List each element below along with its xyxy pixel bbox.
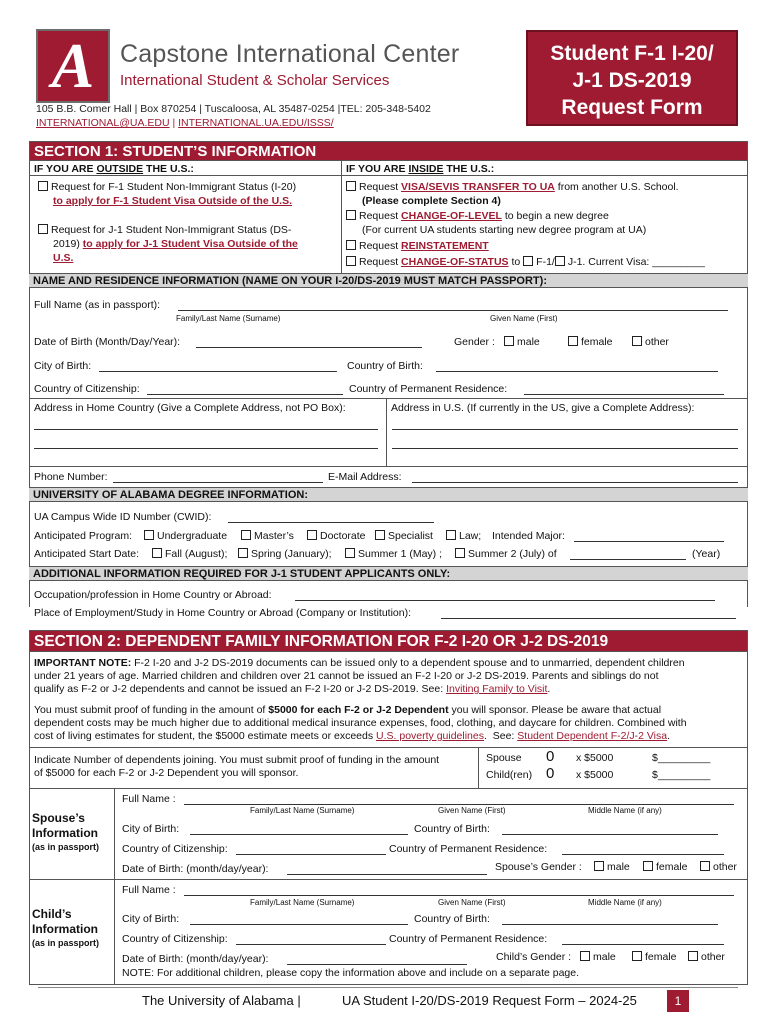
year-label: (Year) — [692, 548, 721, 560]
undergrad-checkbox[interactable] — [144, 530, 154, 540]
transfer-note: (Please complete Section 4) — [362, 195, 501, 207]
major-field[interactable] — [574, 541, 724, 542]
child-given-caption: Given Name (First) — [438, 898, 506, 907]
program-label: Anticipated Program: — [34, 530, 133, 542]
child-female-checkbox[interactable] — [632, 951, 642, 961]
doctorate-option[interactable]: Doctorate — [307, 530, 366, 542]
gender-male-option[interactable]: male — [504, 336, 540, 348]
spouse-family-caption: Family/Last Name (Surname) — [250, 806, 355, 815]
us-address-line-2[interactable] — [392, 448, 738, 449]
child-male-option[interactable]: male — [580, 951, 616, 963]
child-full-name-label: Full Name : — [122, 884, 176, 896]
additional-children-note: NOTE: For additional children, please copy the information above and include on a separate page. — [122, 967, 580, 979]
female-checkbox[interactable] — [568, 336, 578, 346]
child-as-passport: (as in passport) — [32, 938, 100, 948]
divider — [29, 747, 748, 748]
email-label: E-Mail Address: — [328, 471, 402, 483]
spouse-country-birth-field[interactable] — [502, 834, 718, 835]
us-address-line-1[interactable] — [392, 429, 738, 430]
important-note-2: under 21 years of age. Married children and children over 21 cannot be issued an F-2 I-20 or J-2 DS-2019. Parents and siblings do not — [34, 670, 659, 682]
cos-f1-checkbox[interactable] — [523, 256, 533, 266]
occupation-label: Occupation/profession in Home Country or Abroad: — [34, 589, 272, 601]
masters-option[interactable]: Master’s — [241, 530, 294, 542]
form-title-line-2: J-1 DS-2019 — [572, 69, 692, 92]
f1-request-option[interactable]: Request for F-1 Student Non-Immigrant Status (I-20) — [38, 181, 296, 193]
divider — [29, 175, 748, 176]
spouse-info-title-2: Information — [32, 826, 98, 840]
inside-heading: IF YOU ARE INSIDE THE U.S.: — [346, 163, 495, 175]
children-count-label: Child(ren) — [486, 769, 533, 781]
child-city-field[interactable] — [190, 924, 408, 925]
fall-checkbox[interactable] — [152, 548, 162, 558]
j1-request-option[interactable]: Request for J-1 Student Non-Immigrant Status (DS- — [38, 224, 291, 236]
spouse-male-checkbox[interactable] — [594, 861, 604, 871]
spring-checkbox[interactable] — [238, 548, 248, 558]
spouse-as-passport: (as in passport) — [32, 842, 100, 852]
family-name-caption: Family/Last Name (Surname) — [176, 314, 281, 323]
center-subtitle: International Student & Scholar Services — [120, 72, 390, 89]
us-address-label: Address in U.S. (If currently in the US, give a Complete Address): — [391, 402, 695, 414]
transfer-option[interactable]: Request VISA/SEVIS TRANSFER TO UA from another U.S. School. — [346, 181, 679, 193]
start-label: Anticipated Start Date: — [34, 548, 140, 560]
center-title: Capstone International Center — [120, 40, 460, 68]
spouse-country-birth-label: Country of Birth: — [414, 823, 490, 835]
spouse-male-option[interactable]: male — [594, 861, 630, 873]
child-female-option[interactable]: female — [632, 951, 677, 963]
child-gender-label: Child’s Gender : — [496, 951, 572, 963]
j1-link[interactable]: to apply for J-1 Student Visa Outside of the — [82, 238, 298, 250]
summer2-option[interactable]: Summer 2 (July) of — [455, 548, 557, 560]
occupation-field[interactable] — [295, 600, 715, 601]
footer-university: The University of Alabama | — [142, 993, 301, 1008]
section2-title: SECTION 2: DEPENDENT FAMILY INFORMATION FOR F-2 I-20 OR J-2 DS-2019 — [29, 630, 748, 652]
footer-form-name: UA Student I-20/DS-2019 Request Form – 2024-25 — [342, 993, 637, 1008]
indicate-line-1: Indicate Number of dependents joining. You must submit proof of funding in the amount — [34, 754, 440, 766]
important-note-3: qualify as F-2 or J-2 dependents and cannot be issued an F-2 I-20 or J-2 DS-2019. See: Inviting Family to Visit. — [34, 683, 551, 695]
j1-checkbox[interactable] — [38, 224, 48, 234]
full-name-field[interactable] — [178, 310, 728, 311]
child-country-birth-field[interactable] — [502, 924, 718, 925]
child-family-caption: Family/Last Name (Surname) — [250, 898, 355, 907]
specialist-checkbox[interactable] — [375, 530, 385, 540]
spouse-count-label: Spouse — [486, 752, 522, 764]
col-divider — [341, 161, 342, 273]
spouse-multiplier: x $5000 — [576, 752, 614, 764]
doctorate-checkbox[interactable] — [307, 530, 317, 540]
child-male-checkbox[interactable] — [580, 951, 590, 961]
contact-links — [36, 117, 334, 129]
reinstatement-checkbox[interactable] — [346, 240, 356, 250]
j1-request-line2: 2019) to apply for J-1 Student Visa Outside of the — [53, 238, 298, 250]
spouse-citizenship-field[interactable] — [236, 854, 386, 855]
spouse-female-checkbox[interactable] — [643, 861, 653, 871]
child-citizenship-field[interactable] — [236, 944, 386, 945]
specialist-option[interactable]: Specialist — [375, 530, 433, 542]
phone-field[interactable] — [113, 482, 323, 483]
center-address: 105 B.B. Comer Hall | Box 870254 | Tuscaloosa, AL 35487-0254 |TEL: 205-348-5402 — [36, 103, 431, 115]
child-dob-label: Date of Birth: (month/day/year): — [122, 953, 269, 965]
phone-label: Phone Number: — [34, 471, 108, 483]
given-name-caption: Given Name (First) — [490, 314, 558, 323]
proof-line-1: You must submit proof of funding in the amount of $5000 for each F-2 or J-2 Dependent you will sponsor. Please be aware that actual — [34, 704, 662, 716]
country-birth-field[interactable] — [436, 371, 718, 372]
city-birth-label: City of Birth: — [34, 360, 92, 372]
summer2-checkbox[interactable] — [455, 548, 465, 558]
change-level-note: (For current UA students starting new degree program at UA) — [362, 224, 647, 236]
form-title-line-1: Student F-1 I-20/ — [550, 42, 714, 65]
law-option[interactable]: Law; — [446, 530, 481, 542]
other-checkbox[interactable] — [632, 336, 642, 346]
child-citizenship-label: Country of Citizenship: — [122, 933, 228, 945]
child-city-label: City of Birth: — [122, 913, 180, 925]
child-other-option[interactable]: other — [688, 951, 725, 963]
gender-other-option[interactable]: other — [632, 336, 669, 348]
child-country-birth-label: Country of Birth: — [414, 913, 490, 925]
cwid-label: UA Campus Wide ID Number (CWID): — [34, 511, 212, 523]
page-number: 1 — [667, 990, 689, 1012]
divider — [29, 788, 748, 789]
citizenship-label: Country of Citizenship: — [34, 383, 140, 395]
major-label: Intended Major: — [492, 530, 565, 542]
form-title-line-3: Request Form — [561, 96, 703, 119]
j1-section-title: ADDITIONAL INFORMATION REQUIRED FOR J-1 STUDENT APPLICANTS ONLY: — [29, 566, 748, 581]
dependent-visa-link[interactable]: Student Dependent F-2/J-2 Visa — [517, 730, 668, 742]
transfer-checkbox[interactable] — [346, 181, 356, 191]
cos-j1-checkbox[interactable] — [555, 256, 565, 266]
gender-female-option[interactable]: female — [568, 336, 613, 348]
spouse-given-caption: Given Name (First) — [438, 806, 506, 815]
change-status-option[interactable]: Request CHANGE-OF-STATUS to F-1/ J-1. Current Visa: _________ — [346, 256, 705, 268]
employment-label: Place of Employment/Study in Home Country or Abroad (Company or Institution): — [34, 607, 412, 619]
country-birth-label: Country of Birth: — [347, 360, 423, 372]
gender-label: Gender : — [454, 336, 495, 348]
child-middle-caption: Middle Name (if any) — [588, 898, 662, 907]
poverty-guidelines-link[interactable]: U.S. poverty guidelines — [376, 730, 484, 742]
change-level-option[interactable]: Request CHANGE-OF-LEVEL to begin a new degree — [346, 210, 609, 222]
spouse-other-option[interactable]: other — [700, 861, 737, 873]
dob-label: Date of Birth (Month/Day/Year): — [34, 336, 181, 348]
divider — [29, 984, 748, 985]
perm-res-label: Country of Permanent Residence: — [349, 383, 508, 395]
employment-field[interactable] — [441, 618, 736, 619]
male-checkbox[interactable] — [504, 336, 514, 346]
fall-option[interactable]: Fall (August); — [152, 548, 227, 560]
f1-link[interactable]: to apply for F-1 Student Visa Outside of the U.S. — [53, 195, 292, 207]
email-link[interactable]: INTERNATIONAL@UA.EDU — [36, 117, 170, 129]
website-link[interactable]: INTERNATIONAL.UA.EDU/ISSS/ — [178, 117, 334, 129]
law-checkbox[interactable] — [446, 530, 456, 540]
spouse-full-name-label: Full Name : — [122, 793, 176, 805]
degree-section-title: UNIVERSITY OF ALABAMA DEGREE INFORMATION: — [29, 487, 748, 502]
spouse-total-field[interactable]: $_________ — [652, 752, 711, 764]
change-status-checkbox[interactable] — [346, 256, 356, 266]
summer1-checkbox[interactable] — [345, 548, 355, 558]
spouse-full-name-field[interactable] — [184, 804, 734, 805]
children-total-field[interactable]: $_________ — [652, 769, 711, 781]
dependents-divider — [478, 747, 479, 788]
spouse-gender-label: Spouse’s Gender : — [495, 861, 582, 873]
spouse-perm-res-field[interactable] — [562, 854, 724, 855]
perm-res-field[interactable] — [524, 394, 724, 395]
name-section-title: NAME AND RESIDENCE INFORMATION (NAME ON YOUR I-20/DS-2019 MUST MATCH PASSPORT): — [29, 273, 748, 288]
inviting-family-link[interactable]: Inviting Family to Visit — [446, 683, 548, 695]
city-birth-field[interactable] — [99, 371, 337, 372]
ua-logo — [36, 29, 110, 103]
logo-letter: A — [51, 30, 95, 101]
child-other-checkbox[interactable] — [688, 951, 698, 961]
important-note-1: IMPORTANT NOTE: F-2 I-20 and J-2 DS-2019 documents can be issued only to a dependent spouse and to unmarried, dependent children — [34, 657, 685, 669]
change-level-checkbox[interactable] — [346, 210, 356, 220]
address-divider — [386, 398, 387, 466]
form-title-box — [526, 30, 738, 126]
spouse-info-title-1: Spouse’s — [32, 811, 85, 825]
home-address-line-1[interactable] — [34, 429, 378, 430]
divider — [29, 879, 748, 880]
home-address-label: Address in Home Country (Give a Complete Address, not PO Box): — [34, 402, 346, 414]
spouse-city-field[interactable] — [190, 834, 408, 835]
full-name-label: Full Name (as in passport): — [34, 299, 161, 311]
spouse-dob-label: Date of Birth: (month/day/year): — [122, 863, 269, 875]
child-info-title-2: Information — [32, 922, 98, 936]
spouse-city-label: City of Birth: — [122, 823, 180, 835]
j1-link-2[interactable]: U.S. — [53, 252, 74, 264]
masters-checkbox[interactable] — [241, 530, 251, 540]
divider — [29, 398, 748, 399]
spouse-other-checkbox[interactable] — [700, 861, 710, 871]
section1-title: SECTION 1: STUDENT’S INFORMATION — [29, 141, 748, 161]
spouse-female-option[interactable]: female — [643, 861, 688, 873]
footer-rule — [38, 987, 738, 988]
child-perm-res-label: Country of Permanent Residence: — [389, 933, 548, 945]
child-info-title-1: Child’s — [32, 907, 72, 921]
link-separator: | — [169, 117, 179, 129]
citizenship-field[interactable] — [147, 394, 343, 395]
spouse-count-value[interactable]: 0 — [546, 748, 555, 765]
children-count-value[interactable]: 0 — [546, 765, 555, 782]
divider — [29, 466, 748, 467]
f1-checkbox[interactable] — [38, 181, 48, 191]
proof-line-2: dependent costs may be much higher due to additional medical insurance expenses, food, clothing, and daycare for children. Combined with — [34, 717, 687, 729]
summer1-option[interactable]: Summer 1 (May) ; — [345, 548, 442, 560]
child-dob-field[interactable] — [287, 964, 467, 965]
reinstatement-option[interactable]: Request REINSTATEMENT — [346, 240, 489, 252]
spouse-dob-field[interactable] — [287, 874, 487, 875]
spring-option[interactable]: Spring (January); — [238, 548, 332, 560]
dob-field[interactable] — [196, 347, 422, 348]
home-address-line-2[interactable] — [34, 448, 378, 449]
cwid-field[interactable] — [228, 522, 434, 523]
spouse-perm-res-label: Country of Permanent Residence: — [389, 843, 548, 855]
outside-heading: IF YOU ARE OUTSIDE THE U.S.: — [34, 163, 194, 175]
children-multiplier: x $5000 — [576, 769, 614, 781]
undergrad-option[interactable]: Undergraduate — [144, 530, 227, 542]
spouse-middle-caption: Middle Name (if any) — [588, 806, 662, 815]
year-field[interactable] — [570, 559, 686, 560]
proof-line-3: cost of living estimates for student, the $5000 estimate meets or exceeds U.S. poverty guidelines. See: Student Dependent F-2/J-2 Visa. — [34, 730, 671, 742]
email-field[interactable] — [412, 482, 738, 483]
spouse-citizenship-label: Country of Citizenship: — [122, 843, 228, 855]
child-full-name-field[interactable] — [184, 895, 734, 896]
child-perm-res-field[interactable] — [562, 944, 724, 945]
indicate-line-2: of $5000 for each F-2 or J-2 Dependent you will sponsor. — [34, 767, 299, 779]
info-col-divider — [114, 788, 115, 984]
